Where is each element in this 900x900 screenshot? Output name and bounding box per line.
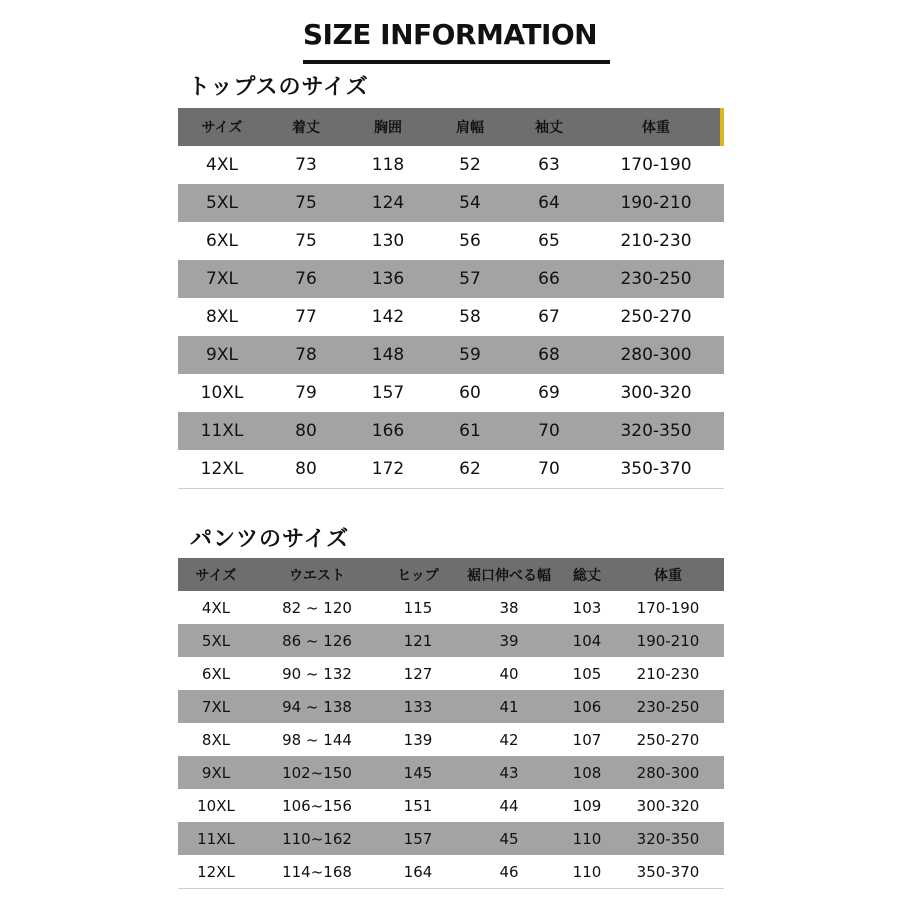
table-cell: 115: [403, 598, 433, 617]
tops-col-weight: 体重: [588, 108, 724, 146]
table-cell: 64: [510, 184, 588, 222]
table-cell: 82 ~ 120: [282, 598, 352, 617]
pants-col-hem-width: 裾口伸べる幅: [456, 558, 562, 591]
table-cell: 56: [459, 231, 481, 251]
table-cell: 170-190: [620, 155, 692, 175]
tops-header-accent: [720, 108, 724, 146]
pants-col-size: サイズ: [178, 558, 254, 591]
table-cell: 75: [295, 231, 317, 251]
table-cell: 70: [510, 412, 588, 450]
table-cell: 300-320: [636, 796, 700, 815]
tops-size-table: [178, 108, 724, 489]
table-cell: 44: [499, 796, 519, 815]
table-cell: 62: [430, 450, 510, 489]
table-cell: 164: [380, 855, 456, 889]
table-cell: 78: [266, 336, 346, 374]
table-cell: 136: [346, 260, 430, 298]
pants-col-hip: ヒップ: [380, 558, 456, 591]
table-cell: 5XL: [178, 184, 266, 222]
table-cell: 41: [456, 690, 562, 723]
table-row: [178, 260, 724, 298]
table-cell: 43: [456, 756, 562, 789]
table-cell: 139: [403, 730, 433, 749]
table-cell: 230-250: [588, 260, 724, 298]
table-cell: 230-250: [612, 690, 724, 723]
table-row: [178, 146, 724, 184]
table-cell: 52: [459, 155, 481, 175]
table-cell: 6XL: [206, 231, 238, 251]
table-cell: 73: [295, 155, 317, 175]
pants-section-title: パンツのサイズ: [190, 527, 350, 552]
tops-col-sleeve: 袖丈: [510, 108, 588, 146]
table-cell: 86 ~ 126: [254, 624, 380, 657]
table-row: [178, 184, 724, 222]
table-cell: 320-350: [588, 412, 724, 450]
table-cell: 9XL: [178, 756, 254, 789]
table-cell: 76: [266, 260, 346, 298]
table-cell: 166: [346, 412, 430, 450]
table-cell: 94 ~ 138: [254, 690, 380, 723]
table-cell: 6XL: [201, 664, 231, 683]
table-cell: 145: [380, 756, 456, 789]
table-cell: 7XL: [178, 690, 254, 723]
table-cell: 39: [456, 624, 562, 657]
table-row: [178, 222, 724, 260]
table-cell: 10XL: [197, 796, 235, 815]
table-row: [178, 690, 724, 723]
table-cell: 133: [380, 690, 456, 723]
table-cell: 42: [499, 730, 519, 749]
pants-col-weight: 体重: [612, 558, 724, 591]
table-cell: 105: [572, 664, 602, 683]
tops-col-chest: 胸囲: [346, 108, 430, 146]
table-cell: 54: [430, 184, 510, 222]
pants-col-total-length: 総丈: [562, 558, 612, 591]
table-cell: 107: [572, 730, 602, 749]
table-cell: 170-190: [636, 598, 700, 617]
table-cell: 110~162: [254, 822, 380, 855]
table-cell: 121: [380, 624, 456, 657]
table-row: [178, 789, 724, 822]
table-cell: 65: [538, 231, 560, 251]
table-cell: 280-300: [588, 336, 724, 374]
table-cell: 7XL: [178, 260, 266, 298]
table-cell: 151: [403, 796, 433, 815]
table-cell: 106~156: [282, 796, 352, 815]
table-cell: 68: [510, 336, 588, 374]
table-cell: 108: [562, 756, 612, 789]
table-cell: 12XL: [178, 450, 266, 489]
table-cell: 40: [499, 664, 519, 683]
table-cell: 103: [572, 598, 602, 617]
table-cell: 46: [456, 855, 562, 889]
table-cell: 110: [562, 855, 612, 889]
table-cell: 45: [456, 822, 562, 855]
table-cell: 67: [538, 307, 560, 327]
pants-col-waist: ウエスト: [254, 558, 380, 591]
table-cell: 148: [346, 336, 430, 374]
title-underline: [303, 60, 610, 64]
tops-col-size: サイズ: [178, 108, 266, 146]
table-row: [178, 450, 724, 489]
table-cell: 98 ~ 144: [282, 730, 352, 749]
table-cell: 350-370: [588, 450, 724, 489]
table-cell: 90 ~ 132: [282, 664, 352, 683]
table-cell: 12XL: [178, 855, 254, 889]
table-cell: 104: [562, 624, 612, 657]
pants-size-table: [178, 558, 724, 889]
pants-header-row: [178, 558, 724, 591]
table-cell: 250-270: [636, 730, 700, 749]
table-cell: 63: [538, 155, 560, 175]
tops-col-shoulder: 肩幅: [430, 108, 510, 146]
table-cell: 11XL: [178, 822, 254, 855]
table-row: [178, 657, 724, 690]
table-cell: 142: [371, 307, 405, 327]
page-title: SIZE INFORMATION: [302, 18, 598, 51]
table-cell: 69: [538, 383, 560, 403]
table-cell: 102~150: [254, 756, 380, 789]
table-row: [178, 822, 724, 855]
table-cell: 75: [266, 184, 346, 222]
table-cell: 190-210: [612, 624, 724, 657]
table-cell: 70: [510, 450, 588, 489]
table-cell: 109: [572, 796, 602, 815]
table-row: [178, 412, 724, 450]
table-cell: 57: [430, 260, 510, 298]
table-cell: 157: [371, 383, 405, 403]
table-cell: 320-350: [612, 822, 724, 855]
table-cell: 4XL: [206, 155, 238, 175]
table-cell: 8XL: [201, 730, 231, 749]
table-row: [178, 336, 724, 374]
table-cell: 11XL: [178, 412, 266, 450]
table-cell: 300-320: [620, 383, 692, 403]
table-cell: 9XL: [178, 336, 266, 374]
table-row: [178, 723, 724, 756]
table-row: [178, 756, 724, 789]
table-row: [178, 624, 724, 657]
table-row: [178, 298, 724, 336]
table-cell: 124: [346, 184, 430, 222]
table-cell: 66: [510, 260, 588, 298]
table-cell: 59: [430, 336, 510, 374]
table-cell: 80: [266, 412, 346, 450]
table-cell: 190-210: [588, 184, 724, 222]
table-cell: 172: [346, 450, 430, 489]
table-cell: 250-270: [620, 307, 692, 327]
table-cell: 114~168: [254, 855, 380, 889]
table-cell: 61: [430, 412, 510, 450]
table-cell: 5XL: [178, 624, 254, 657]
table-cell: 210-230: [620, 231, 692, 251]
table-cell: 106: [562, 690, 612, 723]
table-row: [178, 374, 724, 412]
table-cell: 58: [459, 307, 481, 327]
table-cell: 77: [295, 307, 317, 327]
table-cell: 350-370: [612, 855, 724, 889]
table-row: [178, 591, 724, 624]
table-cell: 8XL: [206, 307, 238, 327]
table-cell: 130: [371, 231, 405, 251]
table-cell: 280-300: [612, 756, 724, 789]
table-cell: 210-230: [636, 664, 700, 683]
table-cell: 118: [371, 155, 405, 175]
table-cell: 4XL: [201, 598, 231, 617]
table-cell: 110: [562, 822, 612, 855]
table-cell: 157: [380, 822, 456, 855]
table-cell: 127: [403, 664, 433, 683]
table-cell: 60: [459, 383, 481, 403]
table-cell: 10XL: [200, 383, 244, 403]
tops-header-row: [178, 108, 724, 146]
tops-section-title: トップスのサイズ: [188, 75, 369, 100]
table-cell: 80: [266, 450, 346, 489]
table-cell: 79: [295, 383, 317, 403]
table-cell: 38: [499, 598, 519, 617]
table-row: [178, 855, 724, 889]
tops-col-length: 着丈: [266, 108, 346, 146]
